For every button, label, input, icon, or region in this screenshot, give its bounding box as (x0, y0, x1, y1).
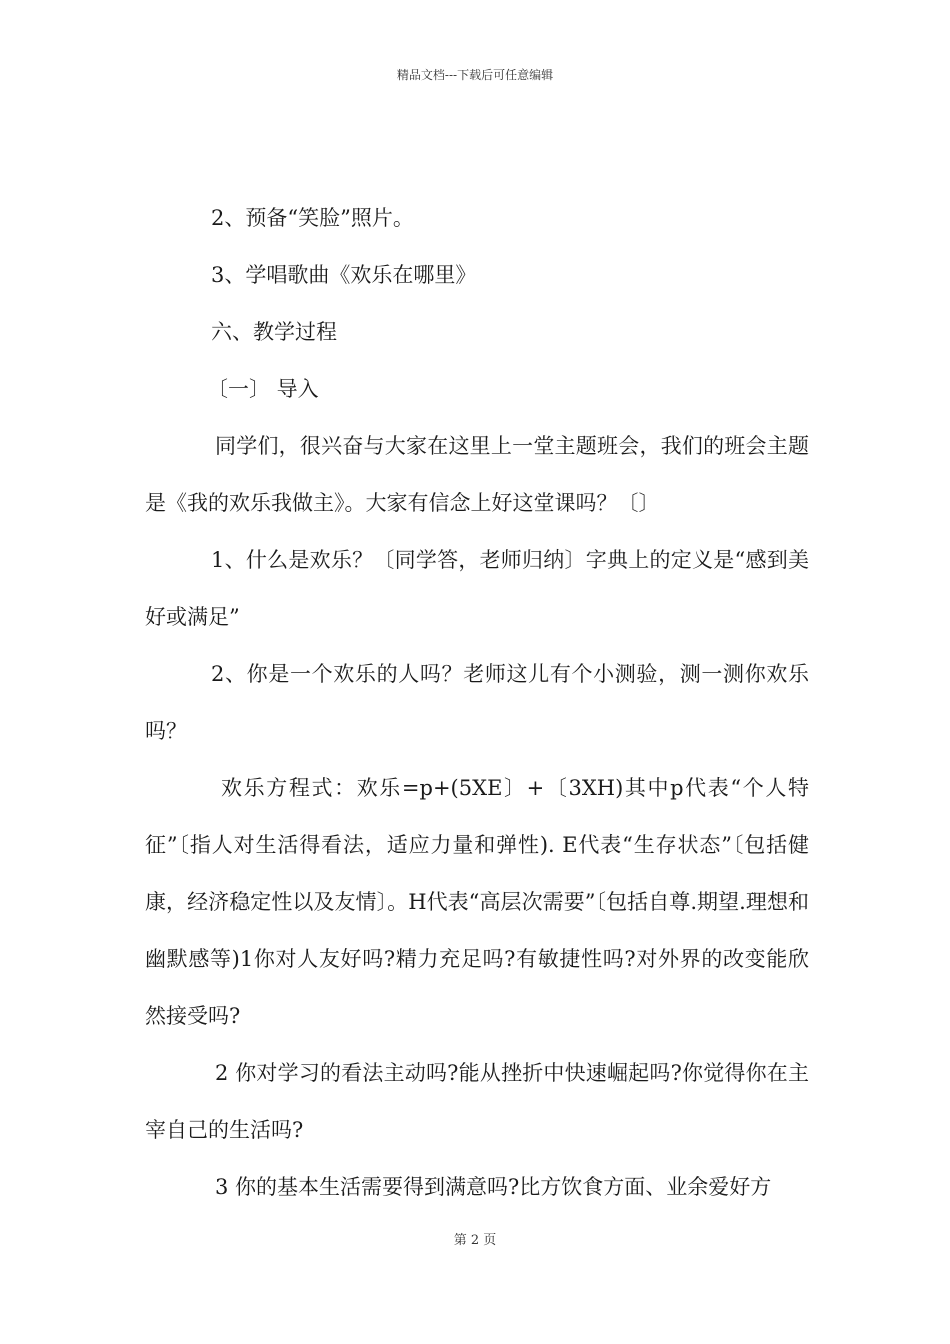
subsection-heading-intro: 〔一〕 导入 (207, 377, 319, 401)
paragraph-question-2: 2 你对学习的看法主动吗?能从挫折中快速崛起吗?你觉得你在主宰自己的生活吗? (145, 1061, 809, 1142)
paragraph-greeting: 同学们，很兴奋与大家在这里上一堂主题班会，我们的班会主题是《我的欢乐我做主》。大家有信念上好这堂课吗？〔〕 (145, 434, 809, 515)
paragraph-are-you-happy: 2、你是一个欢乐的人吗？老师这儿有个小测验，测一测你欢乐吗？ (145, 662, 809, 743)
paragraph-question-3: 3 你的基本生活需要得到满意吗?比方饮食方面、业余爱好方 (215, 1175, 772, 1199)
paragraph-happiness-formula: 欢乐方程式：欢乐=p+(5XE〕+〔3XH)其中p代表“个人特征”〔指人对生活得看法，适应力量和弹性). E代表“生存状态”〔包括健康，经济稳定性以及友情〕。H代表“高层次需要”〔包括自尊.期望.理想和幽默感等)1你对人友好吗?精力充足吗?有敏捷性吗?对外界的改变能欣然接受吗? (145, 776, 809, 1028)
item-learn-song: 3、学唱歌曲《欢乐在哪里》 (211, 263, 477, 287)
paragraph-what-is-joy: 1、什么是欢乐？〔同学答，老师归纳〕字典上的定义是“感到美好或满足” (145, 548, 809, 629)
section-heading-teaching-process: 六、教学过程 (211, 320, 337, 344)
item-prepare-photos: 2、预备“笑脸”照片。 (211, 206, 414, 230)
document-body (145, 190, 809, 1216)
page-header: 精品文档---下载后可任意编辑 (396, 68, 554, 82)
page-number: 第 2 页 (453, 1233, 497, 1248)
